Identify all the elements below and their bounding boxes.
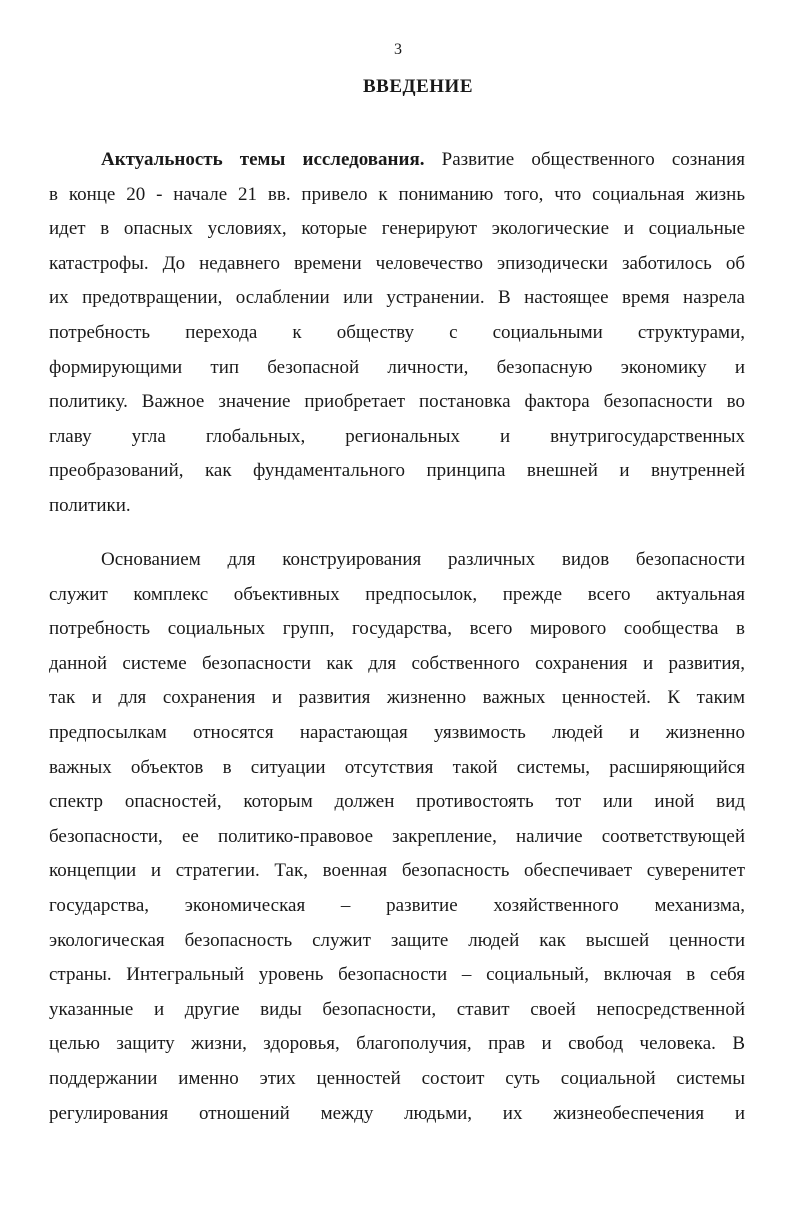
- paragraph-line-text: Основанием для конструирования различных видов безопасности: [101, 549, 745, 570]
- paragraph-line: главу угла глобальных, региональных и внутригосударственных: [49, 425, 745, 447]
- paragraph-lead: Актуальность темы исследования.: [101, 149, 425, 170]
- paragraph-line: служит комплекс объективных предпосылок, прежде всего актуальная: [49, 583, 745, 605]
- paragraph-line: государства, экономическая – развитие хозяйственного механизма,: [49, 894, 745, 916]
- paragraph-line: безопасности, ее политико-правовое закрепление, наличие соответствующей: [49, 825, 745, 847]
- paragraph-line: так и для сохранения и развития жизненно важных ценностей. К таким: [49, 687, 745, 709]
- paragraph-line: [49, 543, 745, 578]
- paragraph-line: указанные и другие виды безопасности, ставит своей непосредственной: [49, 998, 745, 1020]
- paragraph-line: важных объектов в ситуации отсутствия такой системы, расширяющийся: [49, 756, 745, 778]
- paragraph-line: страны. Интегральный уровень безопасности – социальный, включая в себя: [49, 964, 745, 986]
- paragraph-line: потребность социальных групп, государства, всего мирового сообщества в: [49, 618, 745, 640]
- paragraph-line: их предотвращении, ослаблении или устранении. В настоящее время назрела: [49, 287, 745, 309]
- paragraph-line: формирующими тип безопасной личности, безопасную экономику и: [49, 356, 745, 378]
- paragraph-line: потребность перехода к обществу с социальными структурами,: [49, 321, 745, 343]
- paragraph-line: преобразований, как фундаментального принципа внешней и внутренней: [49, 460, 745, 482]
- paragraph-relevance: [49, 143, 745, 524]
- paragraph-line: экологическая безопасность служит защите людей как высшей ценности: [49, 929, 745, 951]
- paragraph-line: поддержании именно этих ценностей состоит суть социальной системы: [49, 1067, 745, 1089]
- paragraph-line: политику. Важное значение приобретает постановка фактора безопасности во: [49, 391, 745, 413]
- section-heading: ВВЕДЕНИЕ: [363, 76, 473, 97]
- paragraph-line: политики.: [49, 494, 131, 516]
- paragraph-line: данной системе безопасности как для собственного сохранения и развития,: [49, 652, 745, 674]
- paragraph-line-text: Развитие общественного сознания: [424, 149, 745, 170]
- paragraph-line: спектр опасностей, которым должен противостоять тот или иной вид: [49, 791, 745, 813]
- paragraph-line: концепции и стратегии. Так, военная безопасность обеспечивает суверенитет: [49, 860, 745, 882]
- paragraph-line: катастрофы. До недавнего времени человечество эпизодически заботилось об: [49, 252, 745, 274]
- paragraph-line: целью защиту жизни, здоровья, благополучия, прав и свобод человека. В: [49, 1033, 745, 1055]
- paragraph-foundation: [49, 543, 745, 1131]
- page-number: 3: [394, 41, 402, 58]
- paragraph-line: регулирования отношений между людьми, их жизнеобеспечения и: [49, 1102, 745, 1124]
- paragraph-line: предпосылкам относятся нарастающая уязвимость людей и жизненно: [49, 721, 745, 743]
- paragraph-line: идет в опасных условиях, которые генерируют экологические и социальные: [49, 218, 745, 240]
- paragraph-line: в конце 20 - начале 21 вв. привело к пониманию того, что социальная жизнь: [49, 183, 745, 205]
- paragraph-line: [49, 143, 745, 178]
